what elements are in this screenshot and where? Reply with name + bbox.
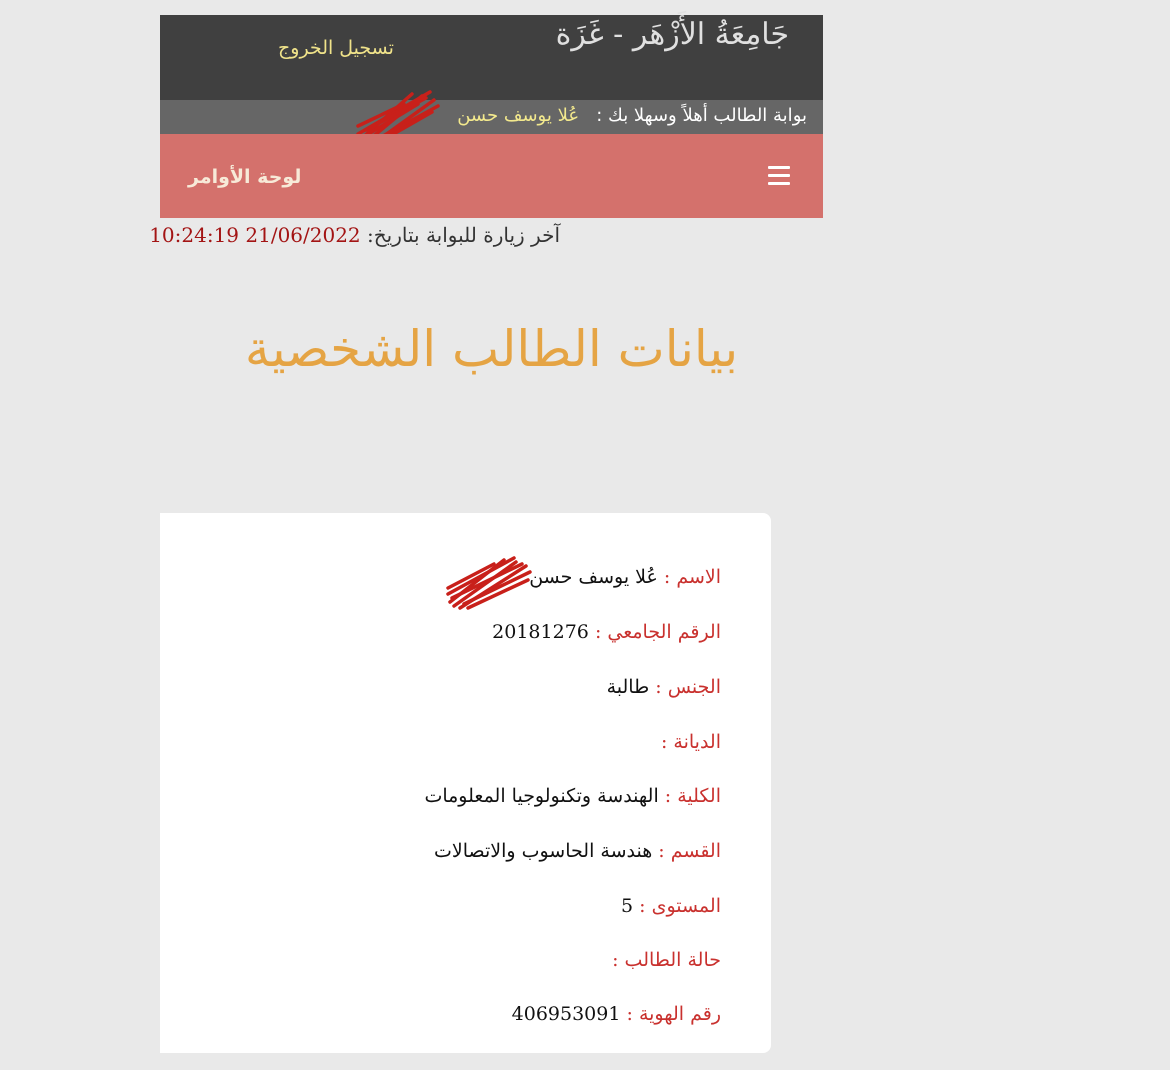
field-label: القسم : (658, 840, 721, 862)
welcome-prefix: بوابة الطالب أهلاً وسهلا بك : (596, 105, 807, 126)
field-faculty (424, 785, 721, 807)
site-header (160, 15, 823, 100)
logout-link[interactable]: تسجيل الخروج (278, 37, 394, 59)
field-value: 20181276 (492, 621, 589, 643)
field-label: الجنس : (655, 676, 721, 698)
student-info-card (160, 513, 771, 1053)
field-label: رقم الهوية : (626, 1003, 721, 1025)
field-value: عُلا يوسف حسن (529, 566, 658, 588)
field-student-id (492, 621, 721, 643)
field-label: المستوى : (639, 895, 721, 917)
field-gender (607, 676, 721, 698)
field-name (529, 566, 721, 588)
field-label: الديانة : (660, 731, 721, 753)
field-label: الكلية : (664, 785, 721, 807)
field-status (612, 949, 721, 971)
field-label: حالة الطالب : (612, 949, 721, 971)
field-label: الرقم الجامعي : (594, 621, 721, 643)
hamburger-icon[interactable] (768, 166, 790, 186)
field-national-id (512, 1003, 721, 1025)
field-value: 406953091 (511, 1003, 621, 1025)
field-value: طالبة (606, 676, 650, 698)
last-visit (149, 223, 560, 247)
last-visit-date: 21/06/2022 10:24:19 (149, 223, 361, 247)
university-logo: جَامِعَةُ الأَزْهَر - غَزَة (555, 17, 789, 52)
welcome-text (457, 105, 807, 126)
welcome-student-name: عُلا يوسف حسن (457, 105, 580, 126)
field-level (621, 895, 721, 917)
field-department (434, 840, 721, 862)
dashboard-link[interactable]: لوحة الأوامر (188, 166, 302, 188)
welcome-bar (160, 100, 823, 134)
field-value: هندسة الحاسوب والاتصالات (434, 840, 653, 862)
page-title: بيانات الطالب الشخصية (244, 320, 739, 378)
field-value: الهندسة وتكنولوجيا المعلومات (424, 785, 659, 807)
field-label: الاسم : (663, 566, 721, 588)
nav-bar (160, 134, 823, 218)
field-value: 5 (620, 895, 634, 917)
last-visit-label: آخر زيارة للبوابة بتاريخ: (367, 223, 560, 247)
field-religion (661, 731, 721, 753)
